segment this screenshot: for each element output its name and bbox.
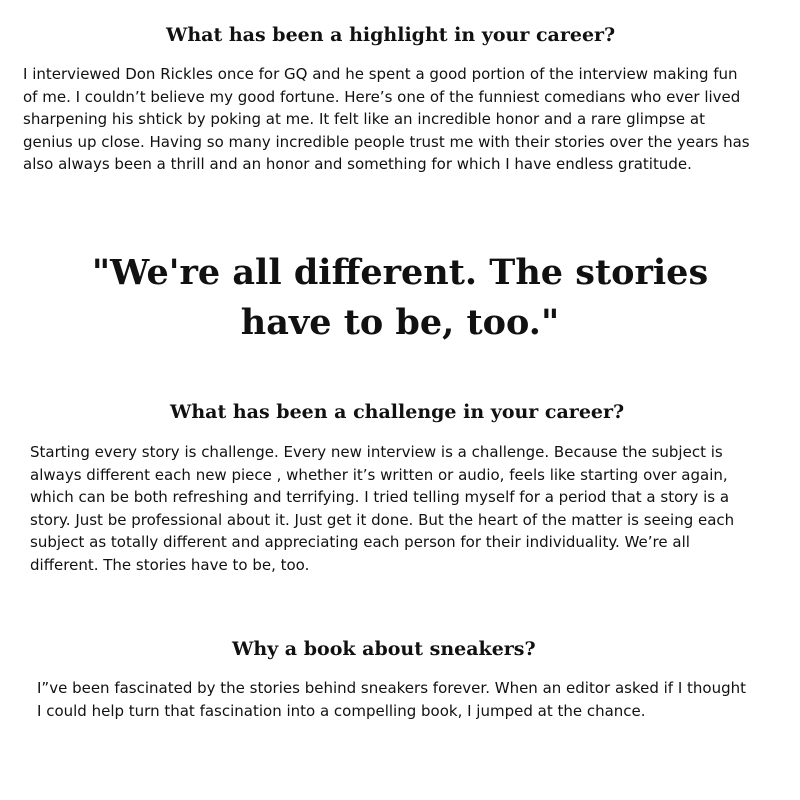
paragraph-line: I could help turn that fascination into a compelling book, I jumped at the chance. xyxy=(37,701,646,720)
answer-paragraph-sneakers xyxy=(37,677,746,722)
paragraph-line: always different each new piece , whether it’s written or audio, feels like starting over again, xyxy=(30,465,728,484)
paragraph-line: I interviewed Don Rickles once for GQ and he spent a good portion of the interview making fun xyxy=(23,65,738,83)
paragraph-line: of me. I couldn’t believe my good fortune. Here’s one of the funniest comedians who ever lived xyxy=(23,87,741,106)
paragraph-line: I”ve been fascinated by the stories behind sneakers forever. When an editor asked if I thought xyxy=(37,679,747,697)
answer-paragraph-challenge xyxy=(30,441,734,576)
pull-quote-line: have to be, too." xyxy=(240,302,560,343)
answer-paragraph-highlight xyxy=(23,63,750,176)
paragraph-line: also always been a thrill and an honor and something for which I have endless gratitude. xyxy=(23,155,692,173)
pull-quote xyxy=(0,248,800,348)
paragraph-line: which can be both refreshing and terrifying. I tried telling myself for a period that a story is a xyxy=(30,488,730,506)
paragraph-line: subject as totally different and appreciating each person for their individuality. We’re all xyxy=(30,533,690,551)
paragraph-line: genius up close. Having so many incredible people trust me with their stories over the years has xyxy=(23,132,750,151)
section-heading-challenge: What has been a challenge in your career? xyxy=(170,401,625,423)
section-heading-highlight: What has been a highlight in your career? xyxy=(166,24,616,46)
pull-quote-line: "We're all different. The stories xyxy=(91,252,709,293)
section-heading-sneakers: Why a book about sneakers? xyxy=(232,638,536,660)
paragraph-line: story. Just be professional about it. Just get it done. But the heart of the matter is seeing each xyxy=(30,510,735,529)
paragraph-line: sharpening his shtick by poking at me. It felt like an incredible honor and a rare glimpse at xyxy=(23,110,705,128)
paragraph-line: different. The stories have to be, too. xyxy=(30,555,310,574)
paragraph-line: Starting every story is challenge. Every new interview is a challenge. Because the subject is xyxy=(30,443,723,461)
